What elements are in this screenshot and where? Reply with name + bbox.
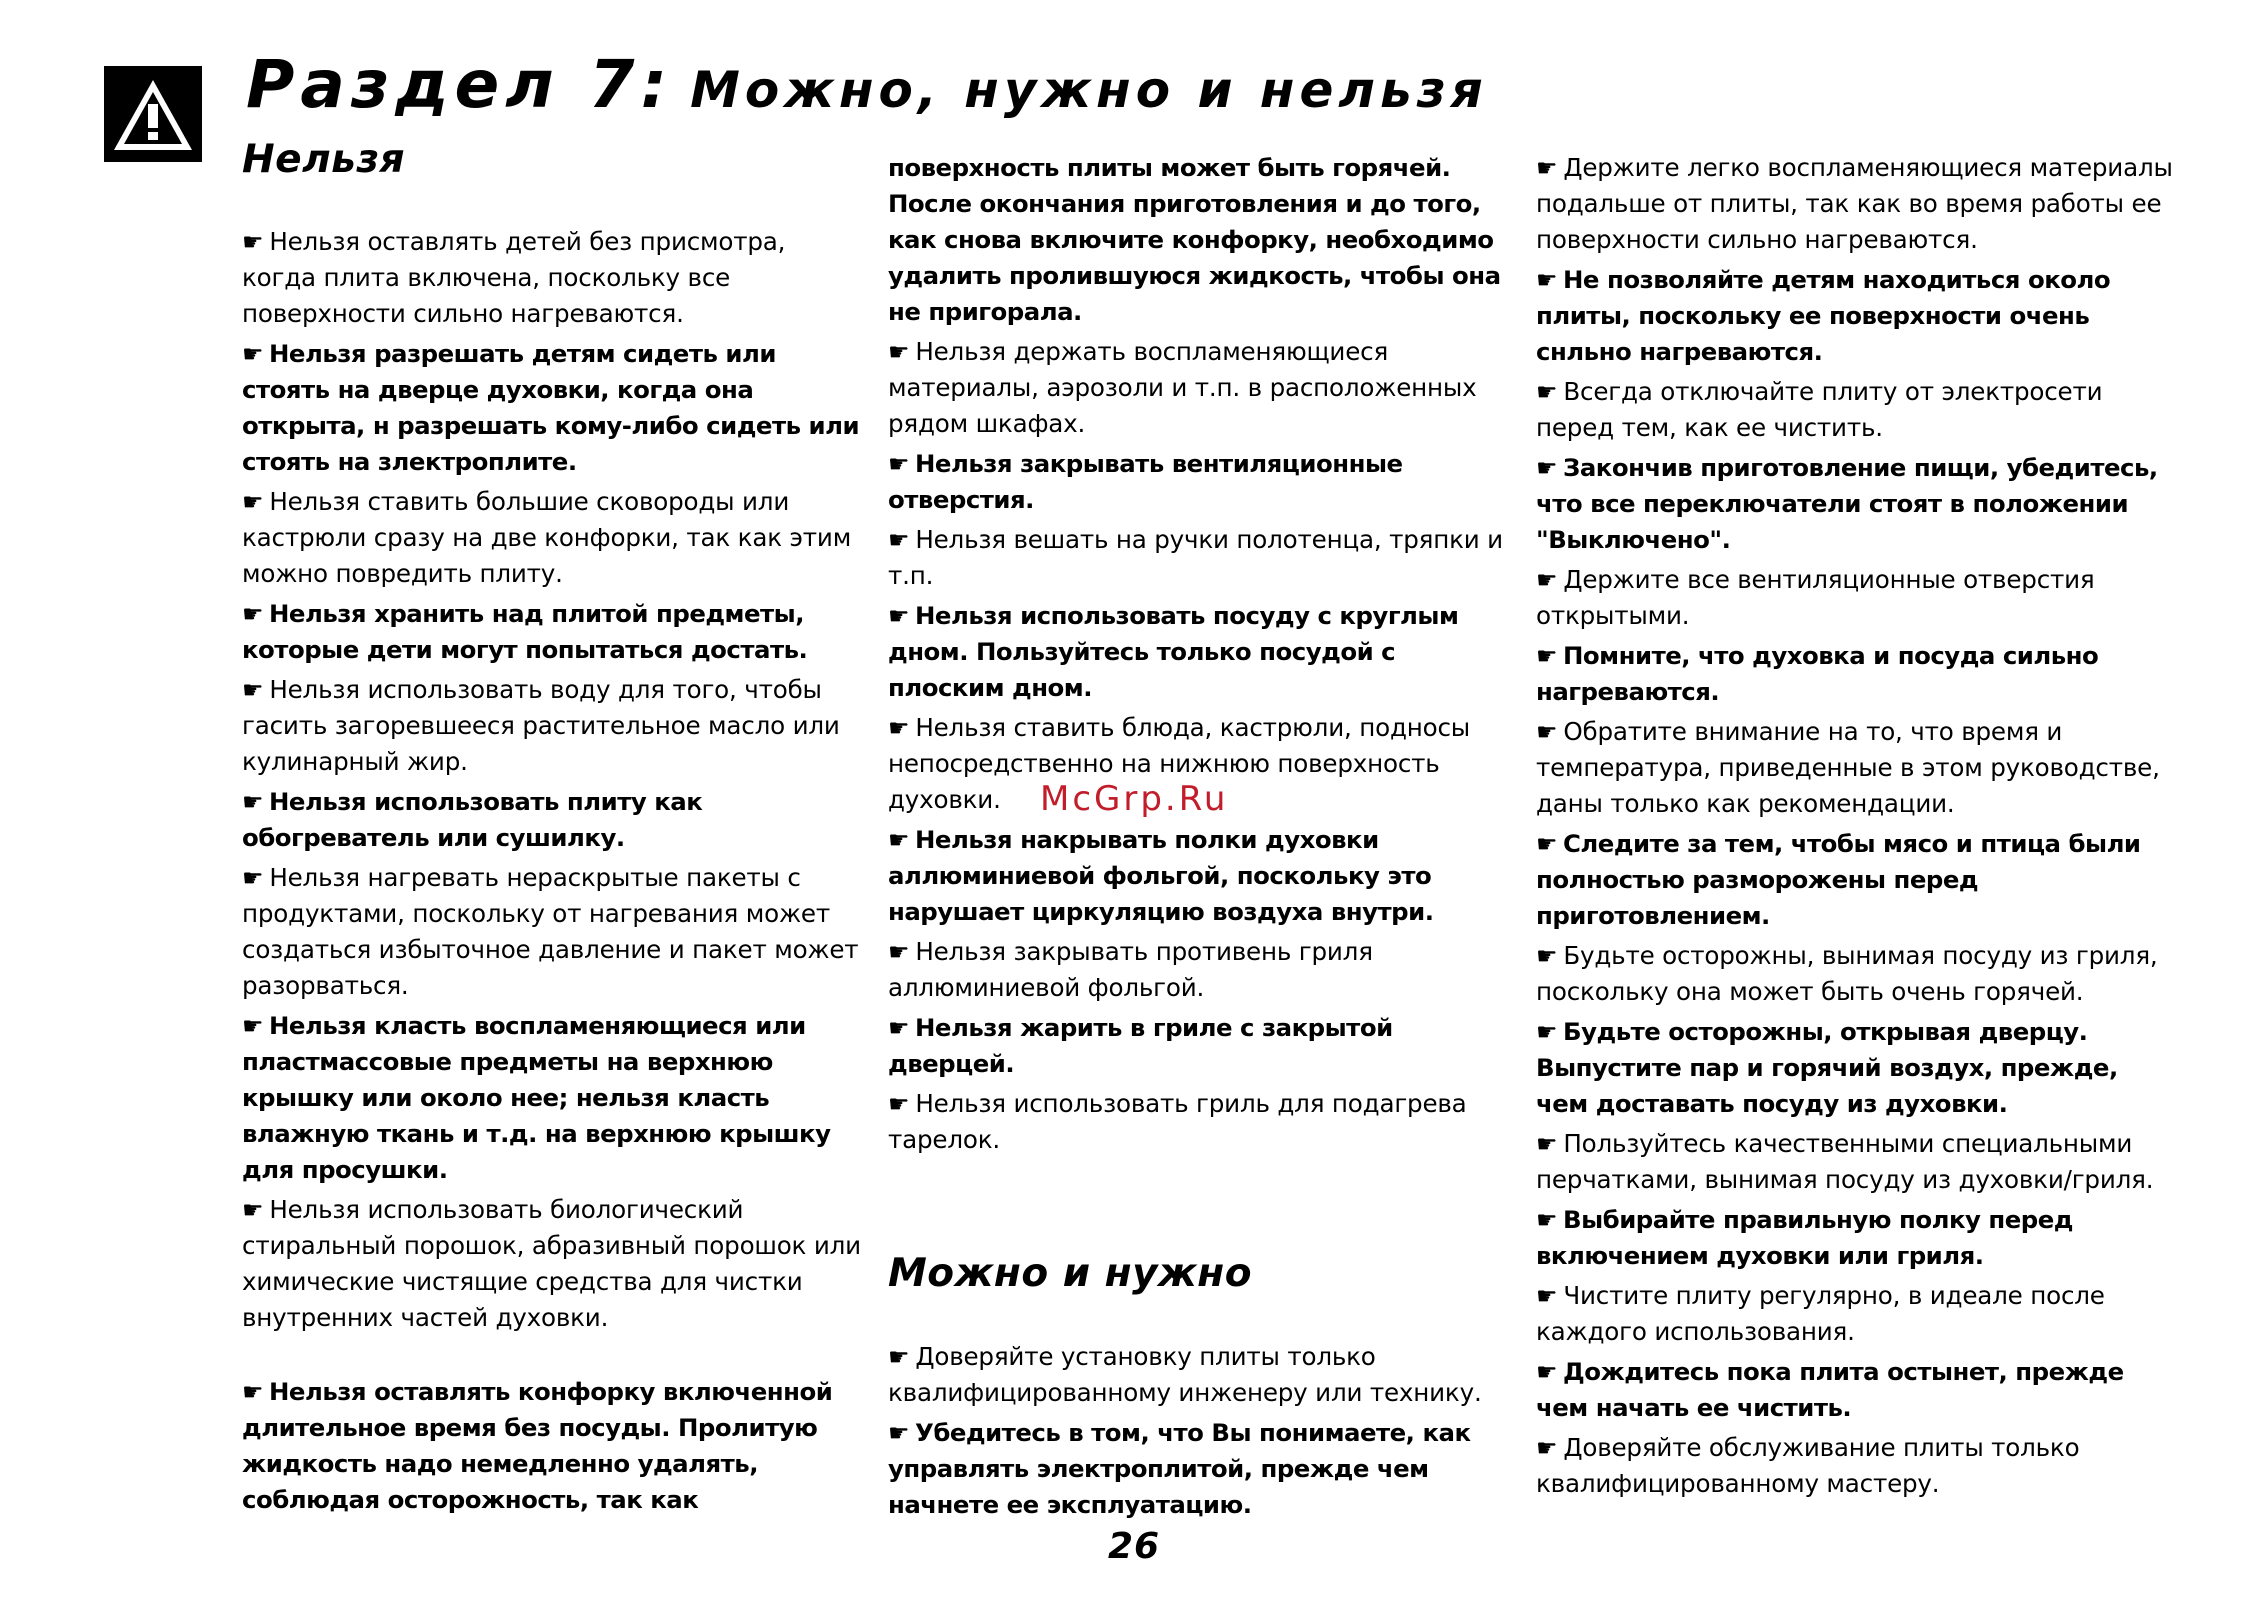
list-item [888,1415,1508,1523]
pointing-hand-icon: ☛ [1536,266,1558,294]
list-item [242,484,862,592]
list-item-text: Нельзя ставить блюда, кастрюли, подносы непосредственно на нижнюю поверхность духовки. [888,713,1471,814]
col2-list-top [888,150,1508,1158]
warning-triangle-icon [104,66,202,162]
warning-icon [104,66,202,162]
pointing-hand-icon: ☛ [1536,830,1558,858]
list-item-text: Закончив приготовление пищи, убедитесь, что все переключатели стоят в положении "Выключено". [1536,453,2158,554]
column-3 [1536,150,2176,1506]
list-item [1536,1126,2176,1198]
list-item [1536,638,2176,710]
col3-list [1536,150,2176,1502]
list-item-text: Доверяйте установку плиты только квалифицированному инженеру или технику. [888,1342,1482,1407]
list-item [888,934,1508,1006]
list-item [888,446,1508,518]
list-item [242,596,862,668]
pointing-hand-icon: ☛ [888,938,910,966]
pointing-hand-icon: ☛ [1536,1018,1558,1046]
list-item [1536,1354,2176,1426]
list-item [888,334,1508,442]
list-item [888,822,1508,930]
list-item-text: Нельзя накрывать полки духовки аллюминиевой фольгой, поскольку это нарушает циркуляцию воздуха внутри. [888,825,1434,926]
list-item [1536,562,2176,634]
list-item-text: Будьте осторожны, открывая дверцу. Выпустите пар и горячий воздух, прежде, чем доставать посуду из духовки. [1536,1017,2118,1118]
list-item-text: Не позволяйте детям находиться около плиты, поскольку ее поверхности очень снльно нагреваются. [1536,265,2111,366]
pointing-hand-icon: ☛ [1536,1434,1558,1462]
list-item-text: Нельзя разрешать детям сидеть или стоять на дверце духовки, когда она открыта, н разрешать кому-либо сидеть или стоять на злектроплите. [242,339,860,476]
pointing-hand-icon: ☛ [242,676,264,704]
list-item-text: Будьте осторожны, вынимая посуду из гриля, поскольку она может быть очень горячей. [1536,941,2158,1006]
list-item [888,1086,1508,1158]
list-item-text: Нельзя ставить большие сковороды или кастрюли сразу на две конфорки, так как этим можно повредить плиту. [242,487,852,588]
list-item-text: Нельзя хранить над плитой предметы, которые дети могут попытаться достать. [242,599,808,664]
list-item-text: Всегда отключайте плиту от электросети перед тем, как ее чистить. [1536,377,2103,442]
section-heading-nelzya: Нельзя [242,137,406,182]
list-item-text: Доверяйте обслуживание плиты только квалифицированному мастеру. [1536,1433,2080,1498]
pointing-hand-icon: ☛ [888,1419,910,1447]
pointing-hand-icon: ☛ [1536,642,1558,670]
pointing-hand-icon: ☛ [242,340,264,368]
page-number: 26 [1108,1526,1161,1567]
list-item-text: Нельзя закрывать вентиляционные отверстия. [888,449,1403,514]
list-item [888,1339,1508,1411]
list-item-text: Нельзя закрывать противень гриля аллюминиевой фольгой. [888,937,1373,1002]
list-item [242,1374,862,1518]
list-item [242,1008,862,1188]
pointing-hand-icon: ☛ [888,338,910,366]
pointing-hand-icon: ☛ [1536,378,1558,406]
pointing-hand-icon: ☛ [242,228,264,256]
list-item [242,336,862,480]
list-item-text: Дождитесь пока плита остынет, прежде чем начать ее чистить. [1536,1357,2124,1422]
list-item [242,1192,862,1336]
list-item-text: Нельзя жарить в гриле с закрытой дверцей. [888,1013,1393,1078]
list-item [1536,1014,2176,1122]
pointing-hand-icon: ☛ [888,602,910,630]
list-item [242,224,862,332]
list-item [242,672,862,780]
pointing-hand-icon: ☛ [888,1090,910,1118]
list-item [1536,826,2176,934]
list-item-text: Нельзя оставлять детей без присмотра, когда плита включена, поскольку все поверхности сильно нагреваются. [242,227,786,328]
list-item-text: Нельзя нагревать нераскрытые пакеты с продуктами, поскольку от нагревания может создаться избыточное давление и пакет может разорваться. [242,863,859,1000]
list-item-text: Нельзя использовать посуду с круглым дном. Пользуйтесь только посудой с плоским дном. [888,601,1459,702]
pointing-hand-icon: ☛ [242,488,264,516]
pointing-hand-icon: ☛ [888,714,910,742]
list-item-text: Нельзя использовать гриль для подагрева тарелок. [888,1089,1467,1154]
page-title [246,46,1488,123]
col2-list-bottom [888,1339,1508,1523]
list-item [1536,938,2176,1010]
list-item-text: Пользуйтесь качественными специальными перчатками, вынимая посуду из духовки/гриля. [1536,1129,2154,1194]
watermark: McGrp.Ru [1040,779,1229,819]
list-item-text: Нельзя вешать на ручки полотенца, тряпки и т.п. [888,525,1503,590]
list-item-text: Выбирайте правильную полку перед включением духовки или гриля. [1536,1205,2074,1270]
list-item-text: Нельзя оставлять конфорку включенной длительное время без посуды. Пролитую жидкость надо немедленно удалять, соблюдая осторожность, так как [242,1377,833,1514]
list-item [242,860,862,1004]
pointing-hand-icon: ☛ [1536,1206,1558,1234]
pointing-hand-icon: ☛ [888,1343,910,1371]
list-item [888,598,1508,706]
pointing-hand-icon: ☛ [1536,1130,1558,1158]
pointing-hand-icon: ☛ [242,788,264,816]
list-item-text: Следите за тем, чтобы мясо и птица были полностью разморожены перед приготовлением. [1536,829,2141,930]
pointing-hand-icon: ☛ [242,1196,264,1224]
pointing-hand-icon: ☛ [1536,1282,1558,1310]
pointing-hand-icon: ☛ [888,450,910,478]
pointing-hand-icon: ☛ [888,826,910,854]
list-item [242,784,862,856]
list-item-text: Нельзя использовать биологический стиральный порошок, абразивный порошок или химические чистящие средства для чистки внутренних частей духовки. [242,1195,861,1332]
list-item [1536,374,2176,446]
list-item [1536,714,2176,822]
pointing-hand-icon: ☛ [1536,566,1558,594]
list-item [888,522,1508,594]
list-item [1536,450,2176,558]
list-item-text: Помните, что духовка и посуда сильно нагреваются. [1536,641,2099,706]
list-item [1536,150,2176,258]
list-item-text: Нельзя класть воспламеняющиеся или пластмассовые предметы на верхнюю крышку или около нее; нельзя класть влажную ткань и т.д. на верхнюю крышку для просушки. [242,1011,831,1184]
column-2 [888,150,1508,1527]
pointing-hand-icon: ☛ [1536,1358,1558,1386]
pointing-hand-icon: ☛ [1536,154,1558,182]
pointing-hand-icon: ☛ [242,1378,264,1406]
list-item [888,150,1508,330]
list-item-text: Держите все вентиляционные отверстия открытыми. [1536,565,2095,630]
pointing-hand-icon: ☛ [242,1012,264,1040]
list-item-text: Нельзя использовать плиту как обогреватель или сушилку. [242,787,703,852]
list-item [888,1010,1508,1082]
page-title-subject: Можно, нужно и нельзя [690,61,1488,119]
column-1 [242,137,862,1522]
pointing-hand-icon: ☛ [1536,454,1558,482]
list-item [1536,262,2176,370]
pointing-hand-icon: ☛ [888,526,910,554]
list-item [1536,1430,2176,1502]
pointing-hand-icon: ☛ [242,600,264,628]
list-item-text: Нельзя использовать воду для того, чтобы гасить загоревшееся растительное масло или кулинарный жир. [242,675,840,776]
list-item [1536,1278,2176,1350]
pointing-hand-icon: ☛ [242,864,264,892]
list-item-text: Держите легко воспламеняющиеся материалы подальше от плиты, так как во время работы ее поверхности сильно нагреваются. [1536,153,2173,254]
list-item [1536,1202,2176,1274]
pointing-hand-icon: ☛ [1536,718,1558,746]
list-item-text: Нельзя держать воспламеняющиеся материалы, аэрозоли и т.п. в расположенных рядом шкафах. [888,337,1477,438]
page-title-section: Раздел 7: [246,46,673,123]
list-item-text: Чистите плиту регулярно, в идеале после каждого использования. [1536,1281,2105,1346]
list-item-text: поверхность плиты может быть горячей. После окончания приготовления и до того, как снова включите конфорку, необходимо удалить пролившуюся жидкость, чтобы она не пригорала. [888,153,1501,326]
list-item-text: Обратите внимание на то, что время и температура, приведенные в этом руководстве, даны только как рекомендации. [1536,717,2160,818]
pointing-hand-icon: ☛ [888,1014,910,1042]
col1-list [242,150,862,1518]
section-heading-mozhno: Можно и нужно [888,1251,1253,1296]
pointing-hand-icon: ☛ [1536,942,1558,970]
list-item-text: Убедитесь в том, что Вы понимаете, как управлять электроплитой, прежде чем начнете ее эксплуатацию. [888,1418,1471,1519]
